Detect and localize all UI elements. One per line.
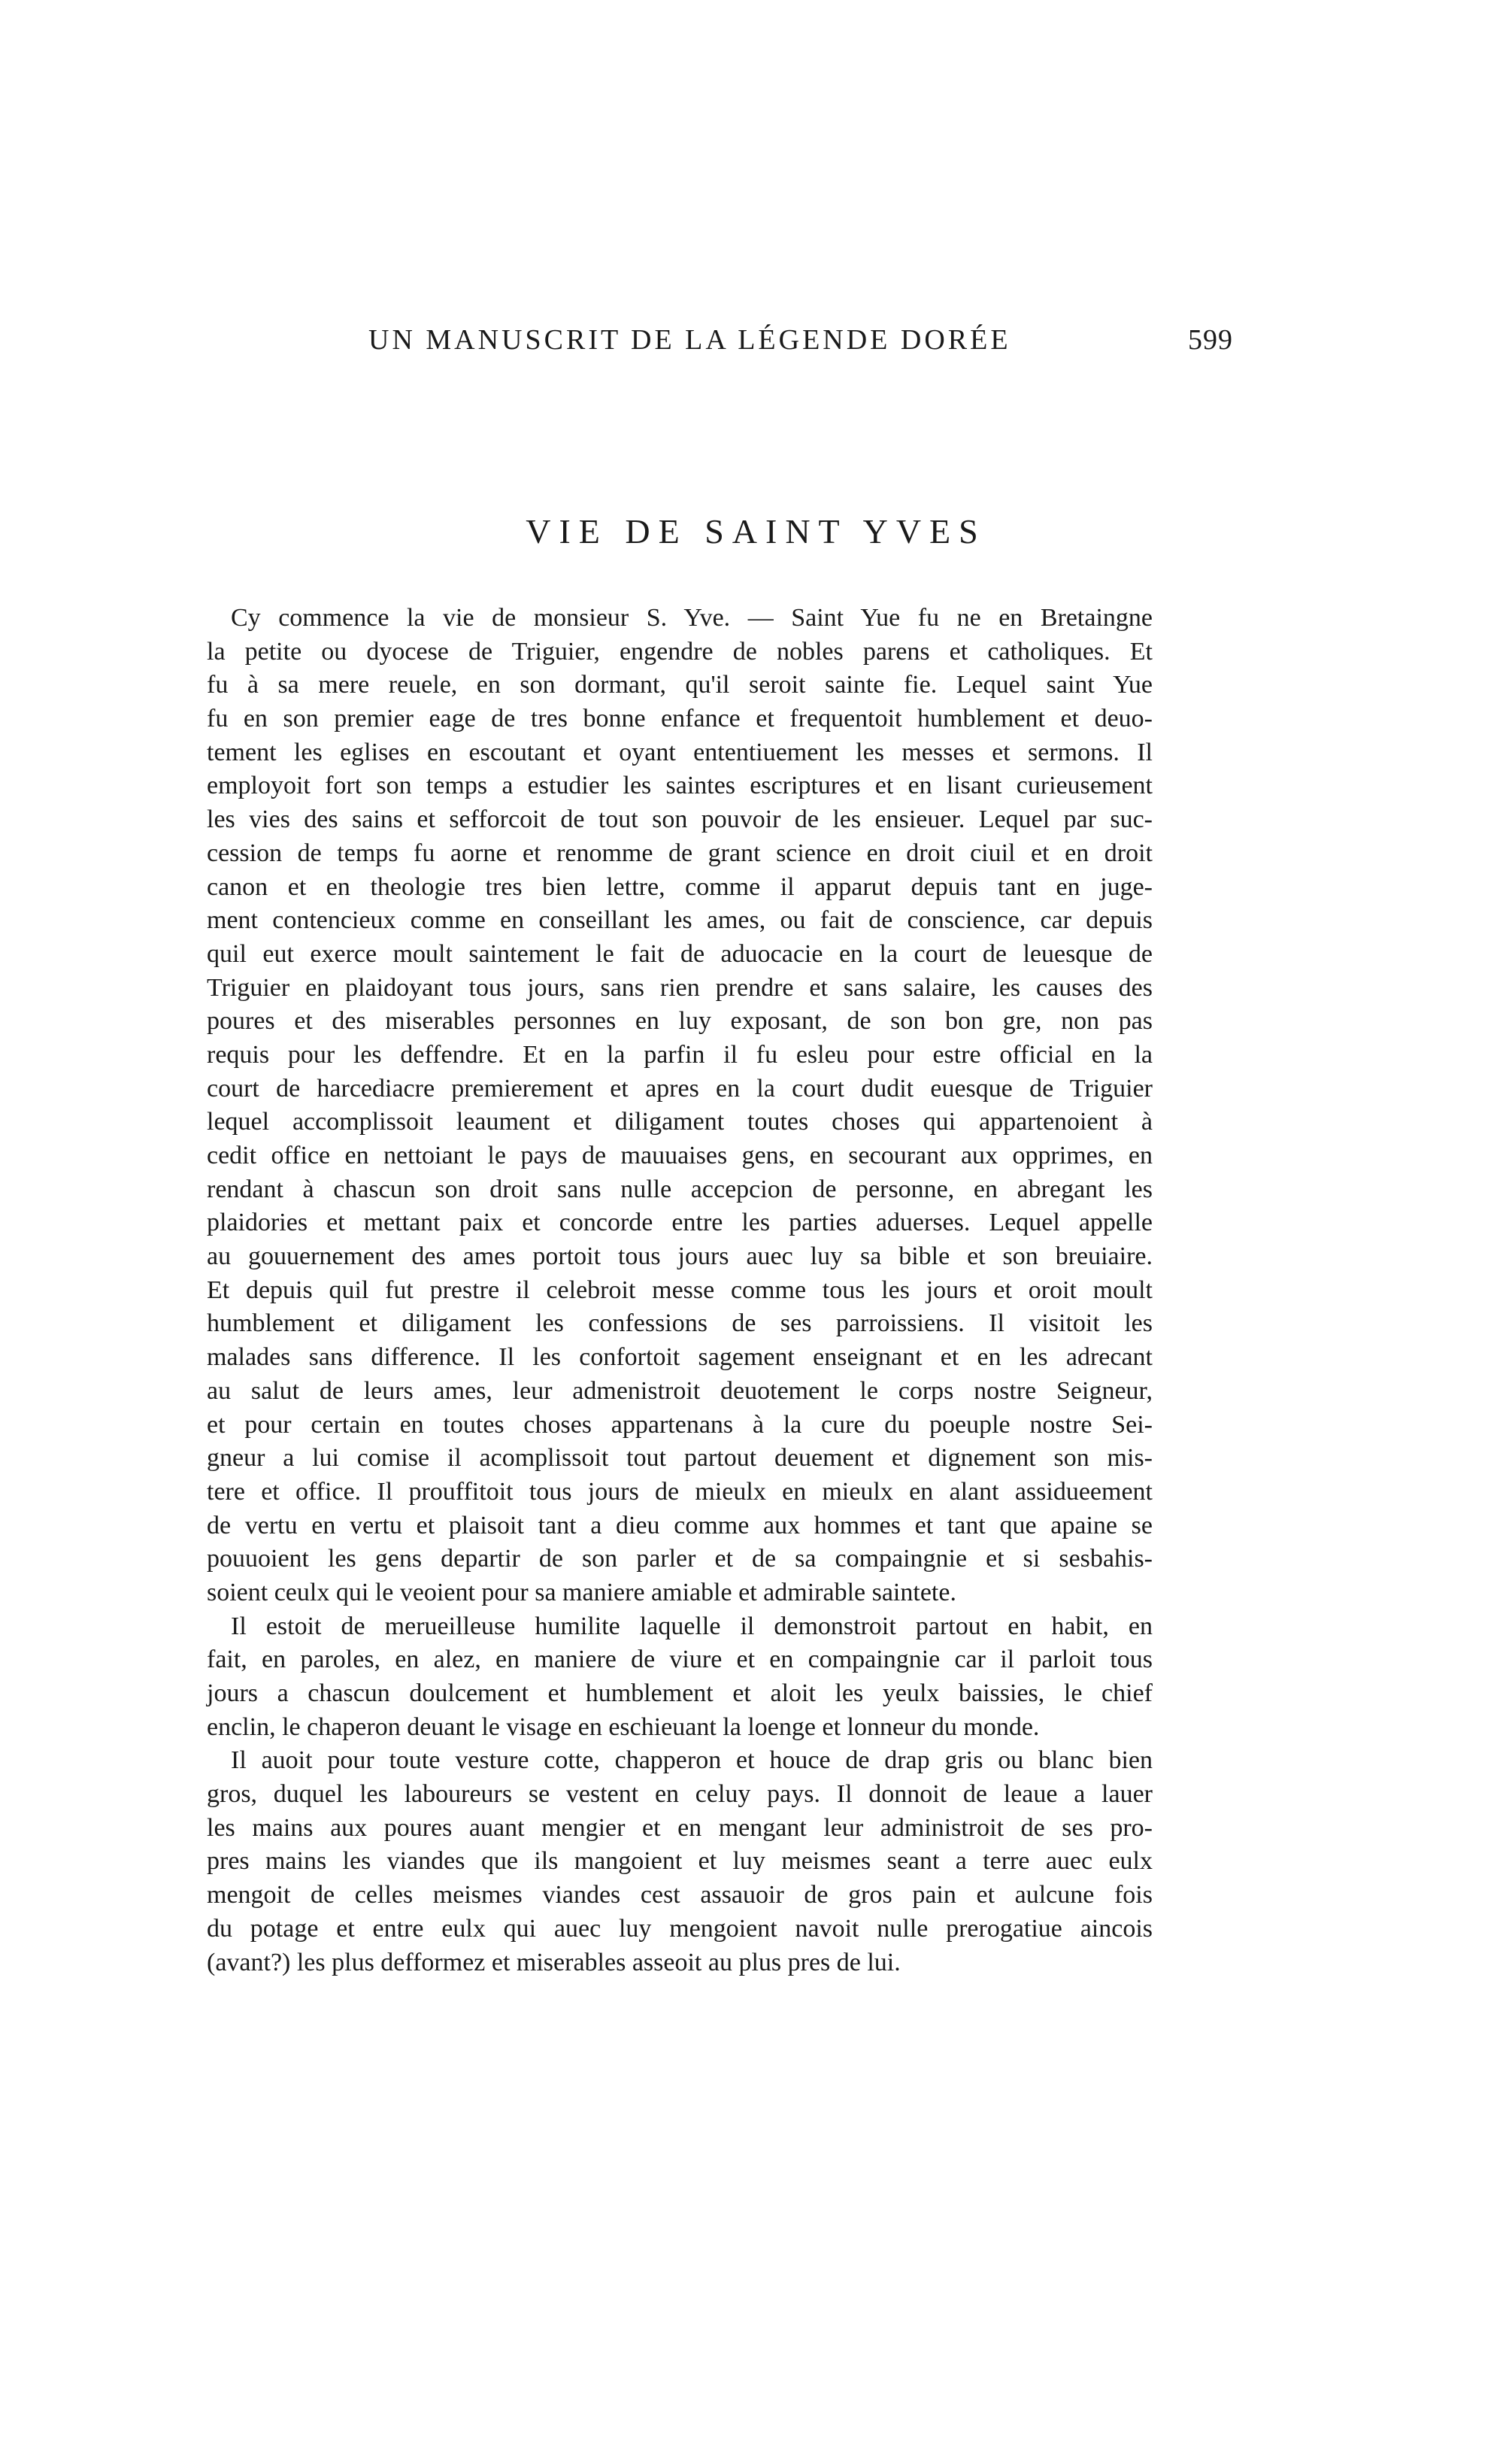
text-line: au salut de leurs ames, leur admenistroit deuotement le corps nostre Seigneur, — [207, 1376, 1153, 1405]
text-line: rendant à chascun son droit sans nulle accepcion de personne, en abregant les — [207, 1175, 1153, 1203]
text-line: tere et office. Il prouffitoit tous jours de mieulx en mieulx en alant assidueement — [207, 1477, 1153, 1506]
text-line: Cy commence la vie de monsieur S. Yve. — Saint Yue fu ne en Bretaingne — [231, 604, 1153, 632]
text-line: Et depuis quil fut prestre il celebroit messe comme tous les jours et oroit moult — [207, 1275, 1153, 1304]
text-line: (avant?) les plus defformez et miserables asseoit au plus pres de lui. — [207, 1948, 901, 1976]
text-line: poures et des miserables personnes en luy exposant, de son bon gre, non pas — [207, 1007, 1153, 1036]
text-line: du potage et entre eulx qui auec luy mengoient navoit nulle prerogatiue aincois — [207, 1914, 1153, 1943]
text-line: quil eut exerce moult saintement le fait de aduocacie en la court de leuesque de — [207, 939, 1153, 968]
text-line: pres mains les viandes que ils mangoient et luy meismes seant a terre auec eulx — [207, 1847, 1153, 1876]
text-line: fu en son premier eage de tres bonne enfance et frequentoit humblement et deuo- — [207, 705, 1153, 733]
text-line: Triguier en plaidoyant tous jours, sans rien prendre et sans salaire, les causes des — [207, 973, 1153, 1002]
text-line: plaidories et mettant paix et concorde entre les parties aduerses. Lequel appelle — [207, 1209, 1153, 1237]
text-line: les vies des sains et sefforcoit de tout son pouvoir de les ensieuer. Lequel par suc- — [207, 805, 1153, 834]
page-number: 599 — [1188, 324, 1233, 356]
text-line: et pour certain en toutes choses appartenans à la cure du poeuple nostre Sei- — [207, 1410, 1153, 1439]
text-line: mengoit de celles meismes viandes cest assauoir de gros pain et aulcune fois — [207, 1881, 1153, 1909]
text-line: les mains aux poures auant mengier et en mengant leur administroit de ses pro- — [207, 1813, 1153, 1842]
text-line: court de harcediacre premierement et apres en la court dudit euesque de Triguier — [207, 1074, 1153, 1103]
body-text — [207, 602, 1153, 1979]
text-line: fait, en paroles, en alez, en maniere de viure et en compaingnie car il parloit tous — [207, 1646, 1153, 1674]
text-line: requis pour les deffendre. Et en la parfin il fu esleu pour estre official en la — [207, 1040, 1153, 1069]
text-line: tement les eglises en escoutant et oyant ententiuement les messes et sermons. Il — [207, 738, 1153, 766]
text-line: fu à sa mere reuele, en son dormant, qu'il seroit sainte fie. Lequel saint Yue — [207, 671, 1153, 699]
text-line: cession de temps fu aorne et renomme de grant science en droit ciuil et en droit — [207, 839, 1153, 867]
text-line: la petite ou dyocese de Triguier, engendre de nobles parens et catholiques. Et — [207, 637, 1153, 666]
paragraph — [207, 602, 1153, 1610]
text-line: cedit office en nettoiant le pays de mauuaises gens, en secourant aux opprimes, en — [207, 1142, 1153, 1169]
text-line: Il auoit pour toute vesture cotte, chapperon et houce de drap gris ou blanc bien — [231, 1746, 1153, 1775]
paragraph — [207, 1610, 1153, 1745]
text-line: pouuoient les gens departir de son parler et de sa compaingnie et si sesbahis- — [207, 1545, 1153, 1573]
running-head — [361, 323, 1233, 369]
text-line: enclin, le chaperon deuant le visage en eschieuant la loenge et lonneur du monde. — [207, 1712, 1040, 1741]
section-title: VIE DE SAINT YVES — [526, 512, 986, 551]
text-line: de vertu en vertu et plaisoit tant a dieu comme aux hommes et tant que apaine se — [207, 1511, 1153, 1539]
text-line: soient ceulx qui le veoient pour sa maniere amiable et admirable saintete. — [207, 1578, 956, 1606]
text-line: Il estoit de merueilleuse humilite laquelle il demonstroit partout en habit, en — [231, 1612, 1153, 1640]
text-line: jours a chascun doulcement et humblement et aloit les yeulx baissies, le chief — [207, 1679, 1153, 1707]
paragraph — [207, 1744, 1153, 1979]
running-title: UN MANUSCRIT DE LA LÉGENDE DORÉE — [368, 324, 1011, 356]
text-line: canon et en theologie tres bien lettre, comme il apparut depuis tant en juge- — [207, 872, 1153, 901]
text-line: lequel accomplissoit leaument et diligament toutes choses qui appartenoient à — [207, 1108, 1153, 1136]
text-line: malades sans difference. Il les confortoit sagement enseignant et en les adrecant — [207, 1343, 1153, 1372]
text-line: gneur a lui comise il acomplissoit tout partout deuement et dignement son mis- — [207, 1444, 1153, 1473]
text-line: gros, duquel les laboureurs se vestent en celuy pays. Il donnoit de leaue a lauer — [207, 1780, 1153, 1809]
text-line: ment contencieux comme en conseillant les ames, ou fait de conscience, car depuis — [207, 906, 1153, 935]
text-line: employoit fort son temps a estudier les saintes escriptures et en lisant curieusement — [207, 772, 1153, 800]
text-line: au gouuernement des ames portoit tous jours auec luy sa bible et son breuiaire. — [207, 1242, 1153, 1271]
text-line: humblement et diligament les confessions de ses parroissiens. Il visitoit les — [207, 1309, 1153, 1338]
